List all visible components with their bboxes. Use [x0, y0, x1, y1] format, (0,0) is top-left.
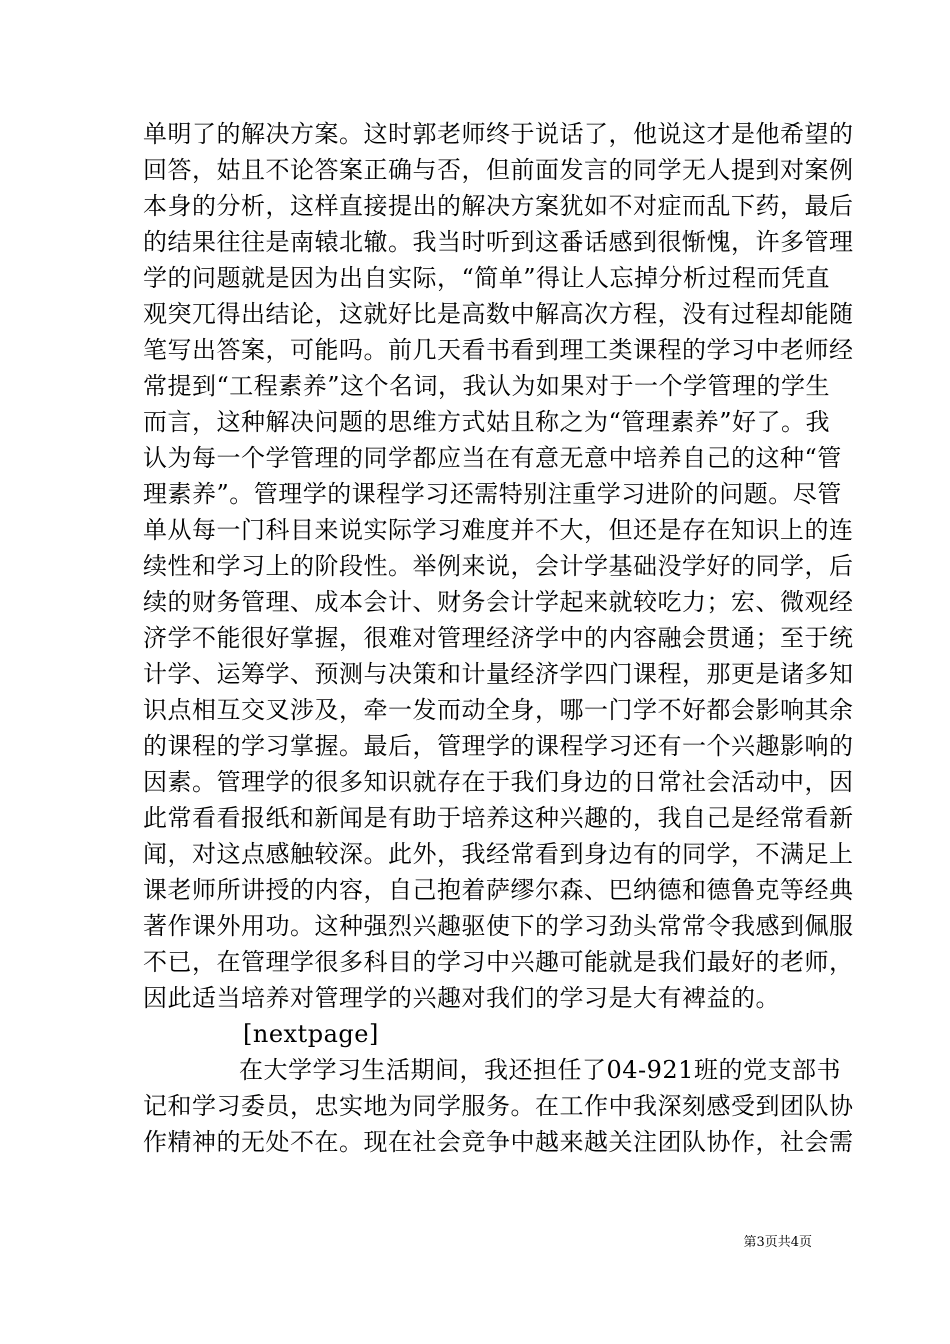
text-line: 识点相互交叉涉及，牵一发而动全身，哪一门学不好都会影响其余	[143, 696, 854, 724]
text-line: 此常看看报纸和新闻是有助于培养这种兴趣的，我自己是经常看新	[143, 804, 854, 832]
text-line: 理素养”。管理学的课程学习还需特别注重学习进阶的问题。尽管	[143, 480, 842, 508]
text-line: 不已，在管理学很多科目的学习中兴趣可能就是我们最好的老师，	[143, 948, 854, 976]
text-line: 认为每一个学管理的同学都应当在有意无意中培养自己的这种“管	[143, 444, 842, 472]
text-line: 记和学习委员，忠实地为同学服务。在工作中我深刻感受到团队协	[143, 1092, 854, 1120]
text-line: 单明了的解决方案。这时郭老师终于说话了，他说这才是他希望的	[143, 120, 854, 148]
text-line: 单从每一门科目来说实际学习难度并不大，但还是存在知识上的连	[143, 516, 854, 544]
text-line: 续的财务管理、成本会计、财务会计学起来就较吃力；宏、微观经	[143, 588, 854, 616]
text-line: 在大学学习生活期间，我还担任了04-921班的党支部书	[239, 1056, 841, 1084]
text-line: 本身的分析，这样直接提出的解决方案犹如不对症而乱下药，最后	[143, 192, 854, 220]
text-line: 著作课外用功。这种强烈兴趣驱使下的学习劲头常常令我感到佩服	[143, 912, 854, 940]
text-line: 观突兀得出结论，这就好比是高数中解高次方程，没有过程却能随	[143, 300, 854, 328]
text-line: 常提到“工程素养”这个名词，我认为如果对于一个学管理的学生	[143, 372, 831, 400]
text-line: 计学、运筹学、预测与决策和计量经济学四门课程，那更是诸多知	[143, 660, 854, 688]
text-line: 学的问题就是因为出自实际，“简单”得让人忘掉分析过程而凭直	[143, 264, 831, 292]
text-line: 笔写出答案，可能吗。前几天看书看到理工类课程的学习中老师经	[143, 336, 854, 364]
body-text	[143, 116, 854, 1160]
text-line: 作精神的无处不在。现在社会竞争中越来越关注团队协作，社会需	[143, 1128, 854, 1156]
page-number-footer: 第3页共4页	[743, 1235, 812, 1250]
text-line: 的结果往往是南辕北辙。我当时听到这番话感到很惭愧，许多管理	[143, 228, 854, 256]
text-line: 续性和学习上的阶段性。举例来说，会计学基础没学好的同学，后	[143, 552, 854, 580]
text-line: 因此适当培养对管理学的兴趣对我们的学习是大有裨益的。	[143, 984, 780, 1012]
text-line: 而言，这种解决问题的思维方式姑且称之为“管理素养”好了。我	[143, 408, 831, 436]
text-line: 课老师所讲授的内容，自己抱着萨缪尔森、巴纳德和德鲁克等经典	[143, 876, 854, 904]
text-line: 回答，姑且不论答案正确与否，但前面发言的同学无人提到对案例	[143, 156, 854, 184]
text-line: 的课程的学习掌握。最后，管理学的课程学习还有一个兴趣影响的	[143, 732, 854, 760]
text-line: 因素。管理学的很多知识就存在于我们身边的日常社会活动中，因	[143, 768, 854, 796]
page-break-marker: [nextpage]	[243, 1020, 379, 1048]
text-line: 济学不能很好掌握，很难对管理经济学中的内容融会贯通；至于统	[143, 624, 854, 652]
text-line: 闻，对这点感触较深。此外，我经常看到身边有的同学，不满足上	[143, 840, 854, 868]
